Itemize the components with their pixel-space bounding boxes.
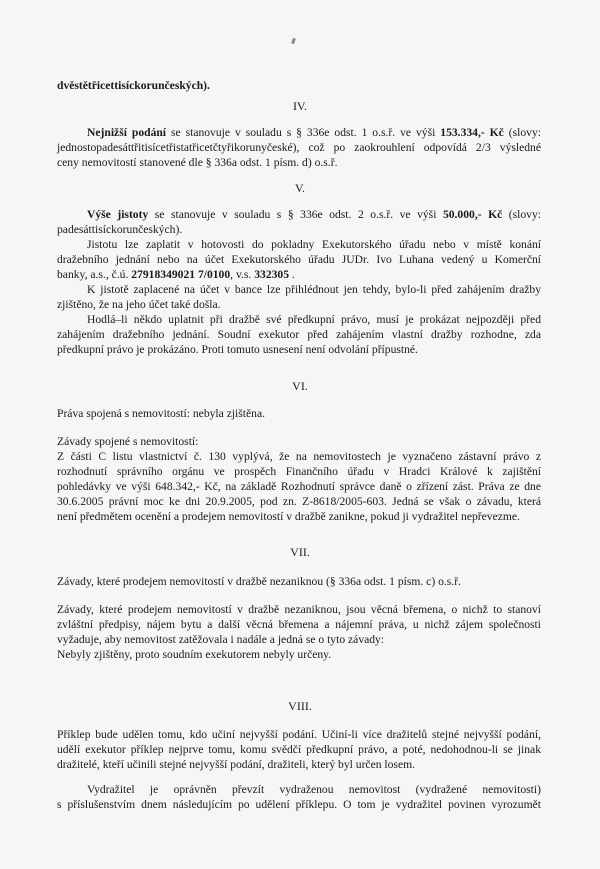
text-line: 30.6.2005 právní moc ke dni 20.9.2005, pod zn. Z-8618/2005-603. Jedná se však o závadu, která	[57, 495, 541, 508]
text-line: Nebyly zjištěny, proto soudním exekutorem nebyly určeny.	[57, 648, 332, 661]
text-line: K jistotě zaplacené na účet v bance lze přihlédnout jen tehdy, bylo-li před zahájením dražby	[87, 283, 541, 296]
section-heading-v: V.	[294, 181, 306, 195]
section-heading-vii: VII.	[290, 545, 310, 559]
text-line: s příslušenstvím dnem následujícím po udělení příklepu. O tom je vydražitel povinen vyrozumět	[57, 798, 541, 811]
text-line: dražebního jednání nebo na účet Exekutorského úřadu JUDr. Ivo Luhana vedený u Komerční	[57, 253, 541, 266]
section-heading-viii: VIII.	[288, 699, 312, 713]
section-heading-vi: VI.	[292, 379, 308, 393]
text-line: předkupní právo je prokázáno. Proti tomuto usnesení není odvolání přípustné.	[57, 343, 418, 356]
text-line: Závady, které prodejem nemovitostí v dražbě nezaniknou (§ 336a odst. 1 písm. c) o.s.ř.	[57, 575, 461, 588]
text-line: padesáttisíckorunčeských).	[57, 223, 183, 236]
text-line: rozhodnutí správního orgánu ve prospěch Finančního úřadu v Hradci Králové k zajištění	[57, 465, 541, 478]
text-line: pohledávky ve výši 648.342,- Kč, na základě Rozhodnutí správce daně o zřízení zást. Práva ze dne	[57, 480, 541, 493]
text-line: udělí exekutor příklep nejprve tomu, komu svědčí předkupní právo, a poté, nedohodnou-li se jinak	[57, 743, 541, 756]
text-line: zvláštní předpisy, nájem bytu a další věcná břemena a nájemní práva, u nichž zájem společnosti	[57, 618, 541, 631]
text-line: Závady spojené s nemovitostí:	[57, 435, 199, 448]
text-line: banky, a.s., č.ú. 27918349021 7/0100, v.s. 332305 .	[57, 268, 295, 281]
scan-speck	[291, 38, 296, 45]
text-line: zjištěno, že na jeho účet také došla.	[57, 298, 221, 311]
text-line: není předmětem ocenění a prodejem nemovitostí v dražbě zanikne, pokud ji vydražitel nepřevezme.	[57, 510, 520, 523]
text-line: Jistotu lze zaplatit v hotovosti do pokladny Exekutorského úřadu nebo v místě konání	[87, 238, 541, 251]
text-line: dražitelé, kteří učinili stejné nejvyšší podání, dražiteli, který byl určen losem.	[57, 758, 416, 771]
text-line: vyžaduje, aby nemovitost zatěžovala i nadále a jedná se o tyto závady:	[57, 633, 385, 646]
text-line: Z části C listu vlastnictví č. 130 vyplývá, že na nemovitostech je vyznačeno zástavní právo z	[57, 450, 541, 463]
text-line: Nejnižší podání se stanovuje v souladu s § 336e odst. 1 o.s.ř. ve výši 153.334,- Kč (slovy:	[87, 126, 541, 139]
text-line: Vydražitel je oprávněn převzít vydraženou nemovitost (vydražené nemovitosti)	[87, 783, 541, 796]
text-line: zahájením dražebního jednání. Soudní exekutor před zahájením vlastní dražby rozhodne, zda	[57, 328, 541, 341]
text-line: Závady, které prodejem nemovitostí v dražbě nezaniknou, jsou věcná břemena, o nichž to stanoví	[57, 603, 541, 616]
section-heading-iv: IV.	[292, 99, 308, 113]
text-line: ceny nemovitostí stanovené dle § 336a odst. 1 písm. d) o.s.ř.	[57, 156, 338, 169]
text-line: Výše jistoty se stanovuje v souladu s § 336e odst. 2 o.s.ř. ve výši 50.000,- Kč (slovy:	[87, 208, 541, 221]
text-line: dvěstětřicettisíckorunčeských).	[57, 79, 210, 92]
text-line: Příklep bude udělen tomu, kdo učiní nejvyšší podání. Učiní-li více dražitelů stejné nejvyšší podání,	[57, 728, 541, 741]
text-line: Hodlá–li někdo uplatnit při dražbě své předkupní právo, musí je prokázat nejpozději před	[87, 313, 541, 326]
text-line: Práva spojená s nemovitostí: nebyla zjištěna.	[57, 407, 265, 420]
text-line: jednostopadesáttřitisícetřistatřicetčtyřikorunyčeské), což po zaokrouhlení odpovídá 2/3 výsledné	[57, 141, 541, 154]
